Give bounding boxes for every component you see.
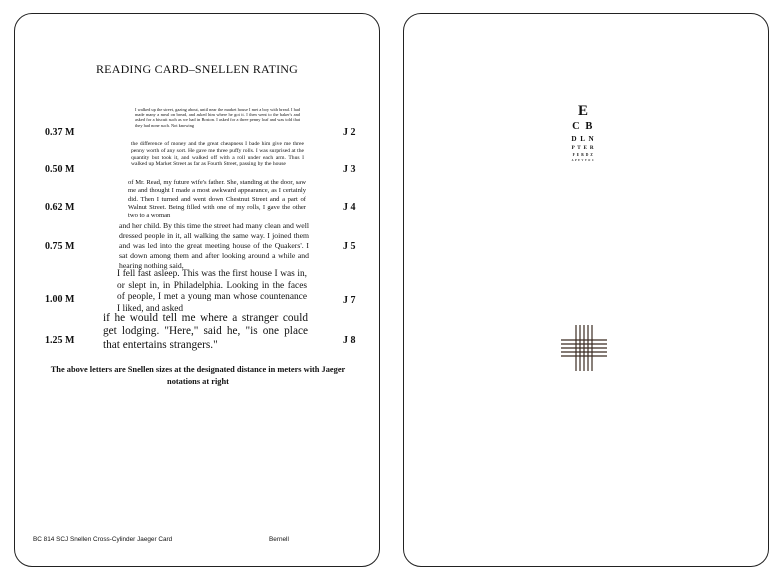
reading-paragraph: of Mr. Read, my future wife's father. She, standing at the door, saw me and thought I made a most awkward appearance, as I certainly did. Then I turned and went down Chestnut Street and a part of Walnut Street. Being filled with one of my rolls, I gave the other two to a woman xyxy=(128,179,306,220)
reading-paragraph: the difference of money and the great cheapness I bade him give me three penny worth of any sort. He gave me three puffy rolls. I was surprised at the quantity but took it, and walked off with a roll under each arm. Thus I walked up Market Street as far as Fourth Street, passing by the house xyxy=(131,141,304,168)
card-title: READING CARD–SNELLEN RATING xyxy=(95,62,299,76)
reading-paragraph: if he would tell me where a stranger could get lodging. "Here," said he, "is one place that entertains strangers." xyxy=(103,312,308,351)
snellen-size-label: 0.50 M xyxy=(45,164,75,175)
reading-paragraph: I walked up the street, gazing about, until near the market house I met a boy with bread. I had made many a meal on bread, and asked him where he got it. I then went to the baker's and asked for a biscuit such as we had in Boston. I asked for a three penny loaf and was told that they had none such. Not knowing xyxy=(135,107,300,128)
eye-chart-line: C B xyxy=(572,121,594,132)
eye-chart-line: F E B D Z xyxy=(572,153,594,157)
reading-card-left xyxy=(14,13,380,567)
snellen-size-label: 1.25 M xyxy=(45,335,75,346)
brand-footer: Bernell xyxy=(269,536,289,543)
eye-chart-line: P T E R xyxy=(571,145,595,151)
eye-chart-line: E xyxy=(577,103,588,119)
jaeger-notation-label: J 3 xyxy=(343,164,356,175)
jaeger-notation-label: J 4 xyxy=(343,202,356,213)
reading-paragraph: I fell fast asleep. This was the first house I was in, or slept in, in Philadelphia. Looking in the faces of people, I met a young man whose countenance I liked, and asked xyxy=(117,269,307,314)
snellen-size-label: 0.37 M xyxy=(45,127,75,138)
snellen-size-label: 0.62 M xyxy=(45,202,75,213)
jaeger-notation-label: J 8 xyxy=(343,335,356,346)
reading-paragraph: and her child. By this time the street had many clean and well dressed people in it, all walking the same way. I joined them and was led into the great meeting house of the Quakers'. I sat down among them and after looking around a while and hearing nothing said, xyxy=(119,221,309,270)
eye-chart-line: A P E V Y O C xyxy=(571,159,595,162)
snellen-size-label: 0.75 M xyxy=(45,241,75,252)
jaeger-notation-label: J 5 xyxy=(343,241,356,252)
jaeger-notation-label: J 2 xyxy=(343,127,356,138)
product-code-footer: BC 814 SCJ Snellen Cross-Cylinder Jaeger Card xyxy=(33,536,173,543)
reading-card-right xyxy=(403,13,769,567)
cross-cylinder-grid-icon xyxy=(559,323,609,373)
eye-chart-line: D L N xyxy=(571,135,595,143)
jaeger-notation-label: J 7 xyxy=(343,295,356,306)
snellen-size-label: 1.00 M xyxy=(45,294,75,305)
snellen-jaeger-note: The above letters are Snellen sizes at the designated distance in meters with Jaeger notations at right xyxy=(50,365,346,386)
